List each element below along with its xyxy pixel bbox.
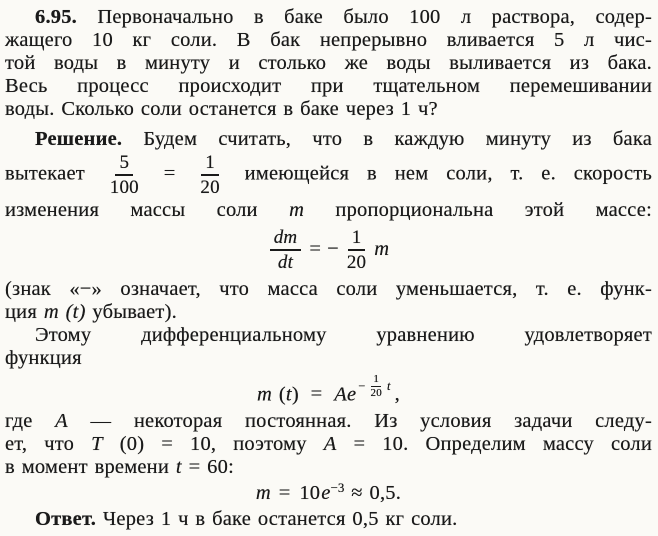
text-run: — некоторая постоянная. Из условия задачи следу- <box>90 410 652 433</box>
fraction-denominator: 20 <box>346 252 367 273</box>
text-line <box>5 301 652 324</box>
text-run: ция <box>5 301 37 323</box>
fraction <box>106 153 143 197</box>
solution-label: Решение. <box>35 128 123 150</box>
text-line <box>5 199 652 222</box>
text-line <box>5 278 652 301</box>
general-solution-formula <box>5 374 652 406</box>
text-line <box>5 410 652 433</box>
text-line <box>5 324 652 347</box>
fraction-denominator: 100 <box>109 177 139 198</box>
text-line <box>5 98 652 121</box>
text-run: ет, что <box>5 433 75 456</box>
text-run: в момент времени <box>5 456 170 479</box>
text-run: изменения массы соли <box>5 199 258 221</box>
text-run: Через 1 ч в баке останется 0,5 кг соли. <box>102 508 458 531</box>
math-var: T <box>91 433 103 456</box>
text-line <box>5 347 652 370</box>
text-line <box>5 456 652 479</box>
problem-statement <box>5 6 652 121</box>
fraction-numerator: 1 <box>373 373 380 385</box>
math-var: t <box>386 379 391 394</box>
text-run: (знак «−» означает, что масса соли уменьшается, т. е. функ- <box>5 278 652 300</box>
text-run: Первоначально в баке было 100 л раствора, содер- <box>97 6 653 28</box>
math-var: m (t) <box>43 301 86 323</box>
paren: ) <box>291 383 299 406</box>
math-var: m <box>374 237 390 260</box>
text-run: той воды в минуту и столько же воды выливается из бака. <box>5 52 652 74</box>
text-line <box>5 75 652 98</box>
fraction-numerator: 1 <box>201 153 219 176</box>
text-run: (0) = 10, поэтому <box>119 433 307 456</box>
fraction <box>270 228 302 272</box>
text-run: = 10. Определим массу соли <box>353 433 653 456</box>
ode-formula <box>5 226 652 274</box>
math-var: Ae <box>334 383 357 406</box>
fraction <box>196 153 223 197</box>
fraction <box>343 228 370 272</box>
equals-sign: = <box>309 237 322 260</box>
text-run: имеющейся в нем соли, т. е. скорость <box>244 162 653 185</box>
text-line <box>5 433 652 456</box>
solution-paragraph <box>5 128 652 222</box>
text-line <box>5 6 652 29</box>
coefficient: 10 <box>299 482 321 505</box>
comma: , <box>394 383 400 406</box>
equals-sign: = <box>310 383 323 406</box>
fraction-denominator: dt <box>277 252 294 273</box>
text-run: жащего 10 кг соли. В бак непрерывно вливается 5 л чис- <box>5 29 652 51</box>
math-var: e <box>321 482 331 505</box>
text-run: где <box>5 410 33 433</box>
general-solution-paragraph <box>5 324 652 370</box>
text-run: Весь процесс происходит при тщательном перемешивании <box>5 75 652 97</box>
math-var: t <box>175 456 182 479</box>
fraction <box>369 374 384 399</box>
equals-sign: = <box>163 162 176 185</box>
exponent: −3 <box>330 480 345 496</box>
text-line-with-fractions <box>5 151 652 199</box>
math-var: m <box>255 482 271 505</box>
minus-sign: − <box>358 379 366 394</box>
text-run: Будем считать, что в каждую минуту из бака <box>143 128 652 150</box>
result-formula <box>5 481 652 505</box>
text-line <box>5 128 652 151</box>
answer-label: Ответ. <box>35 508 97 531</box>
math-var: m <box>289 199 305 221</box>
text-line <box>5 508 652 531</box>
text-run: Этому дифференциальному уравнению удовлетворяет <box>35 324 652 346</box>
text-run: функция <box>5 347 82 369</box>
text-run: вытекает <box>5 162 85 185</box>
constant-paragraph <box>5 410 652 479</box>
text-line <box>5 52 652 75</box>
text-run: пропорциональна этой массе: <box>335 199 652 221</box>
fraction-denominator: 20 <box>200 177 220 198</box>
sign-note-paragraph <box>5 278 652 324</box>
math-var: A <box>55 410 68 433</box>
fraction-denominator: 20 <box>370 387 382 399</box>
text-run: = 60: <box>188 456 234 479</box>
equals-sign: = <box>278 482 291 505</box>
problem-number: 6.95. <box>35 6 77 28</box>
paren: ( <box>278 383 286 406</box>
fraction-numerator: 5 <box>115 153 133 176</box>
minus-sign: − <box>327 237 339 260</box>
text-run: воды. Сколько соли останется в баке через 1 ч? <box>5 98 438 120</box>
approx-value: ≈ 0,5. <box>351 482 402 505</box>
text-line <box>5 29 652 52</box>
math-var: t <box>285 383 292 406</box>
fraction-numerator: 1 <box>348 228 366 251</box>
exponent-group <box>358 374 390 399</box>
fraction-numerator: dm <box>270 228 302 251</box>
math-var: m <box>257 383 273 406</box>
math-var: A <box>323 433 337 456</box>
text-run: убывает). <box>92 301 177 323</box>
answer-paragraph <box>5 508 652 531</box>
